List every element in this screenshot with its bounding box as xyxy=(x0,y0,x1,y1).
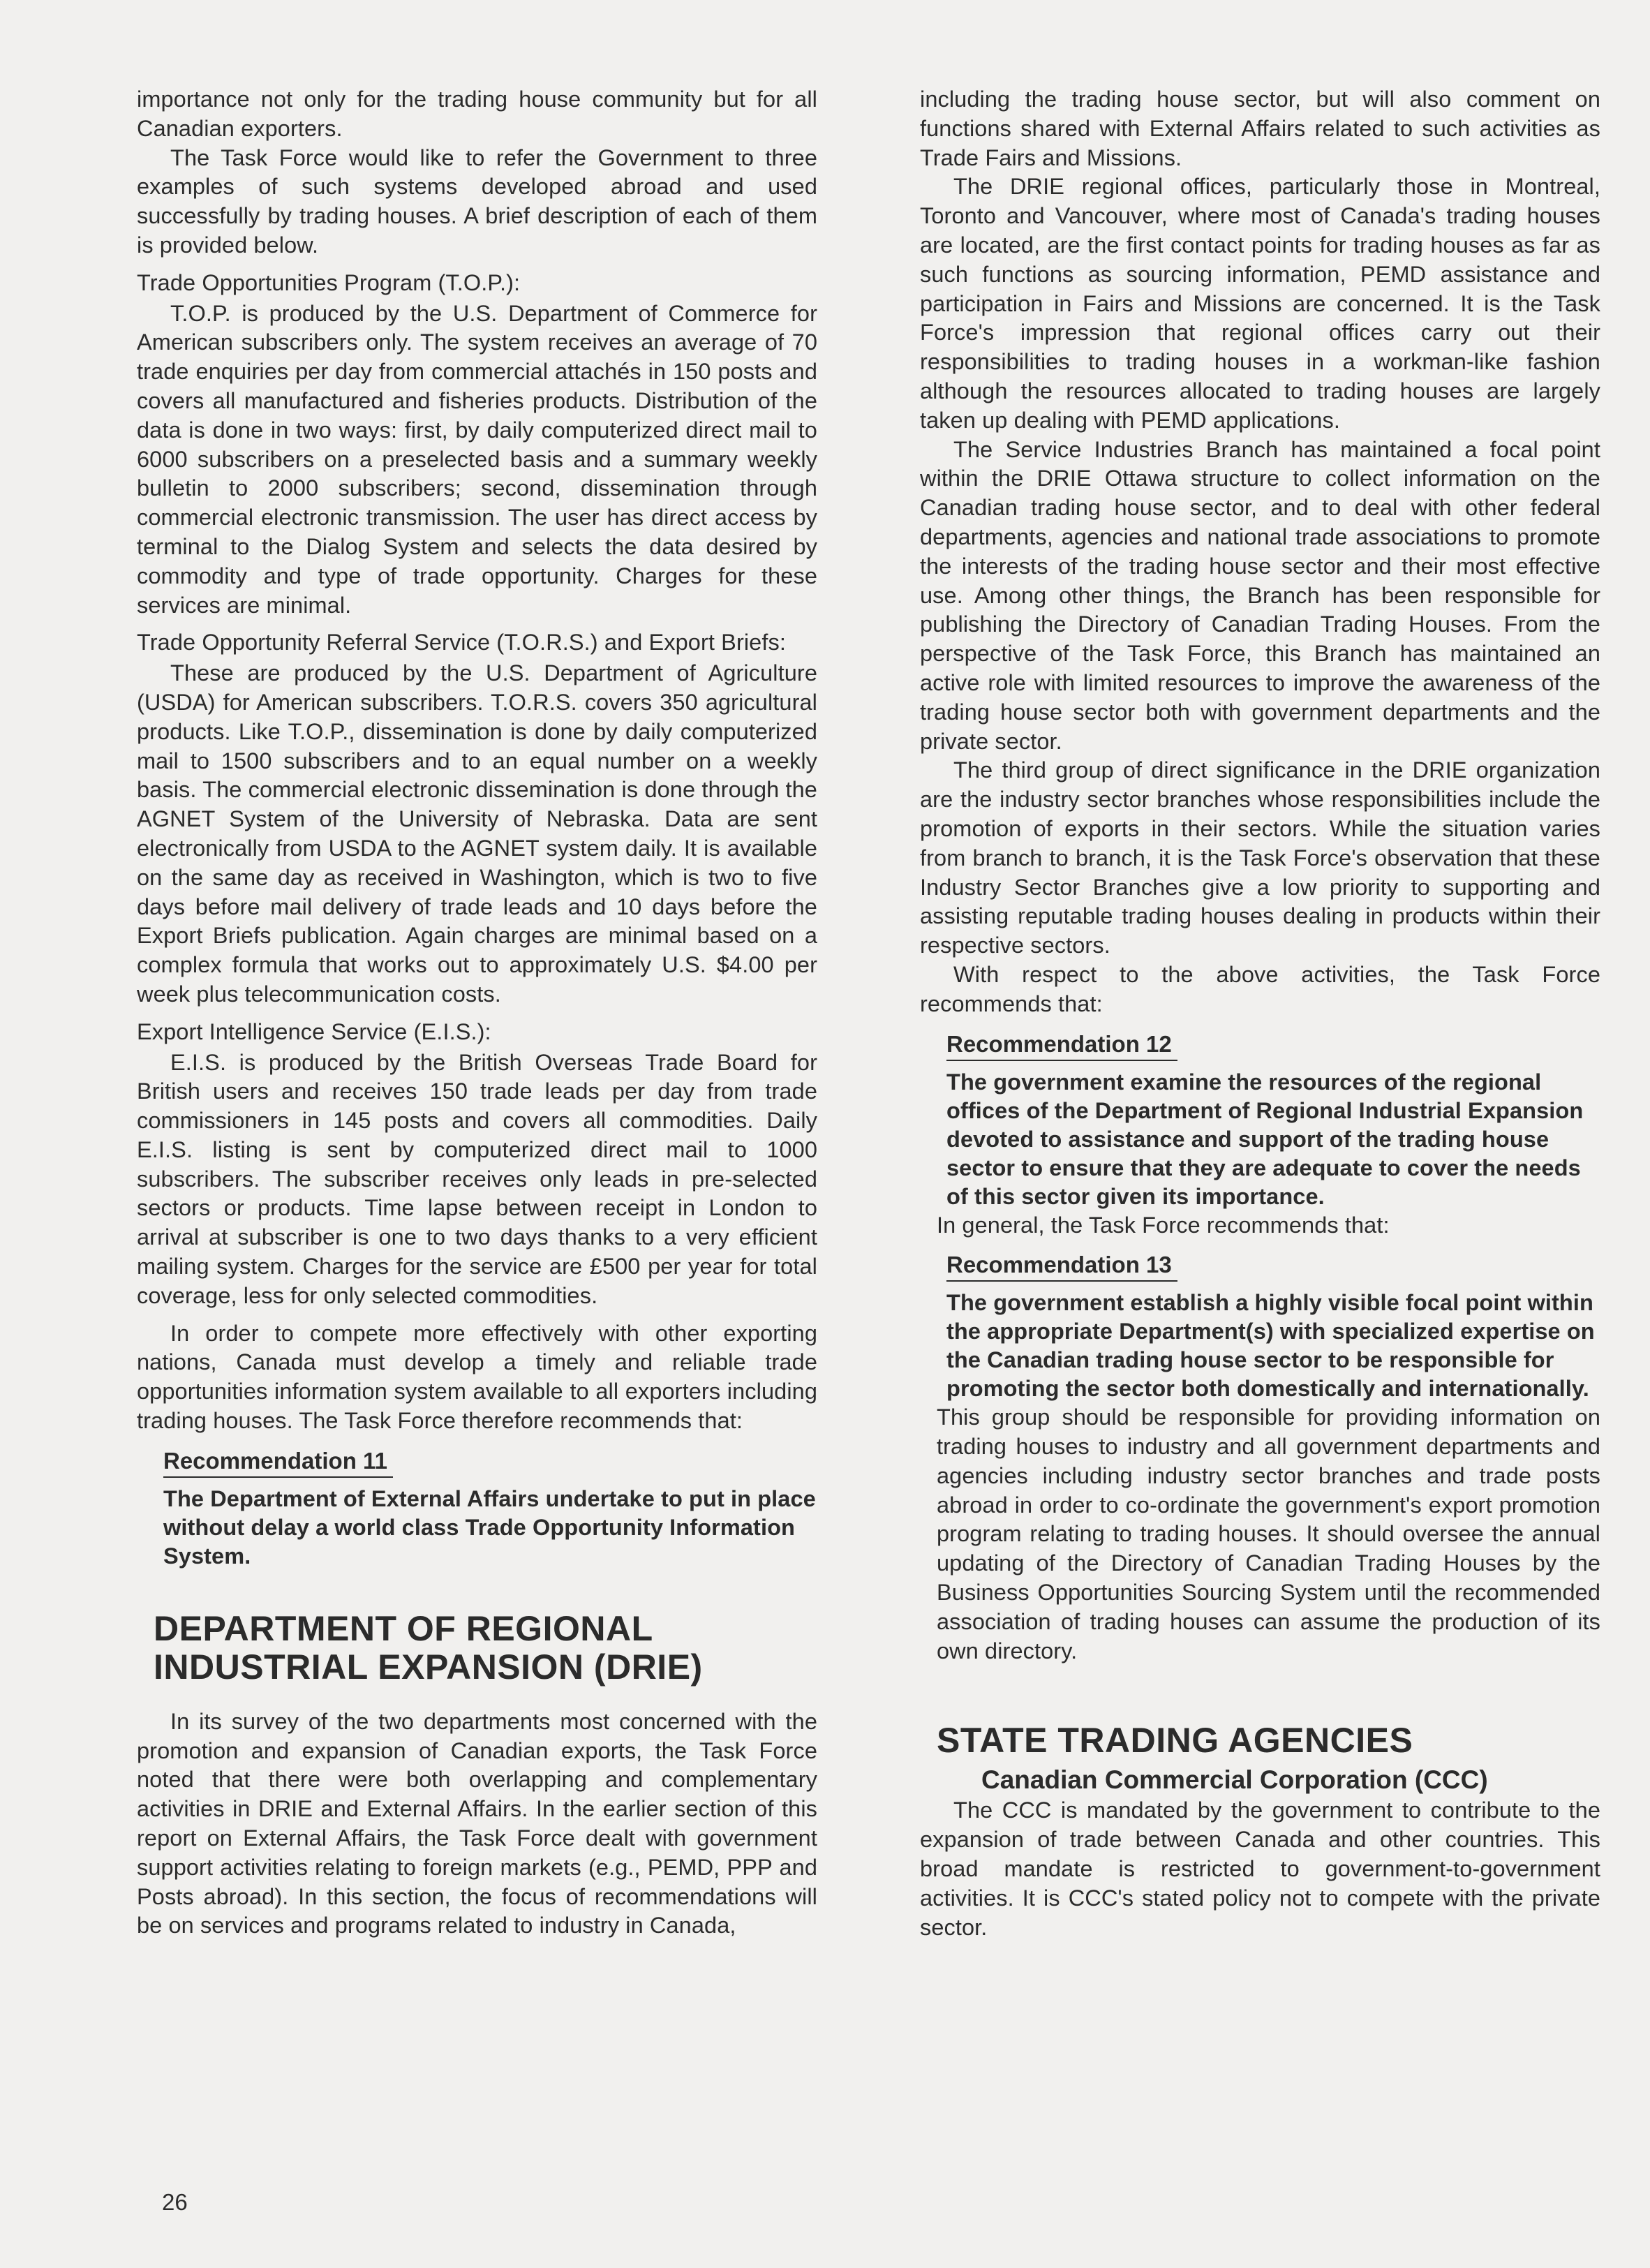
recommendation-label: Recommendation 13 xyxy=(946,1250,1177,1282)
subheading-tors: Trade Opportunity Referral Service (T.O.R.S.) and Export Briefs: xyxy=(137,630,786,655)
recommendation-label: Recommendation 12 xyxy=(946,1029,1177,1061)
paragraph-top: T.O.P. is produced by the U.S. Department of Commerce for American subscribers only. The system receives an average of 70 trade enquiries per day from commercial attachés in 150 posts and covers all manufactured and fisheries products. Distribution of the data is done in two ways: first, by daily computerized direct mail to 6000 subscribers on a preselected basis and a summary weekly bulletin to 2000 subscribers; second, dissemination through commercial electronic transmission. The user has direct access by terminal to the Dialog System and selects the data desired by commodity and type of trade opportunity. Charges for these services are minimal. xyxy=(137,300,817,618)
paragraph: The Task Force would like to refer the Government to three examples of such systems developed abroad and used successfully by trading houses. A brief description of each of them is provided below. xyxy=(137,144,817,258)
section-heading-drie: DEPARTMENT OF REGIONAL INDUSTRIAL EXPANSION (DRIE) xyxy=(154,1608,703,1687)
paragraph: In general, the Task Force recommends that: xyxy=(937,1212,1390,1238)
recommendation-text: The Department of External Affairs undertake to put in place without delay a world class Trade Opportunity Information System. xyxy=(163,1485,816,1569)
paragraph: including the trading house sector, but will also comment on functions shared with External Affairs related to such activities as Trade Fairs and Missions. xyxy=(920,87,1600,170)
paragraph: The DRIE regional offices, particularly those in Montreal, Toronto and Vancouver, where most of Canada's trading houses are located, are the first contact points for trading houses as far as such functions as sourcing information, PEMD assistance and participation in Fairs and Missions are concerned. It is the Task Force's impression that regional offices carry out their responsibilities to trading houses in a workman-like fashion although the resources allocated to trading houses are largely taken up dealing with PEMD applications. xyxy=(920,174,1600,433)
subheading-eis: Export Intelligence Service (E.I.S.): xyxy=(137,1018,491,1044)
paragraph: This group should be responsible for providing information on trading houses to industry and all government departments and agencies including industry sector branches and trade posts abroad in order to co-ordinate the government's export promotion program relating to trading houses. It should oversee the annual updating of the Directory of Canadian Trading Houses by the Business Opportunities Sourcing System until the recommended association of trading houses can assume the production of its own directory. xyxy=(937,1404,1600,1663)
recommendation-label: Recommendation 11 xyxy=(163,1446,393,1478)
paragraph: The third group of direct significance in the DRIE organization are the industry sector branches whose responsibilities include the promotion of exports in their sectors. While the situation varies from branch to branch, it is the Task Force's observation that these Industry Sector Branches give a low priority to supporting and assisting reputable trading houses dealing in products within their respective sectors. xyxy=(920,757,1600,958)
right-column xyxy=(920,85,1600,1942)
paragraph: The Service Industries Branch has maintained a focal point within the DRIE Ottawa structure to collect information on the Canadian trading house sector, and to deal with other federal departments, agencies and national trade associations to promote the interests of the trading house sector and their most effective use. Among other things, the Branch has been responsible for publishing the Directory of Canadian Trading Houses. From the perspective of the Task Force, this Branch has maintained an active role with limited resources to improve the awareness of the trading house sector both with government departments and the private sector. xyxy=(920,436,1600,754)
recommendation-13 xyxy=(946,1250,1600,1403)
subsection-heading-ccc: Canadian Commercial Corporation (CCC) xyxy=(981,1765,1488,1795)
paragraph-compete: In order to compete more effectively with other exporting nations, Canada must develop a timely and reliable trade opportunities information system available to all exporters including trading houses. The Task Force therefore recommends that: xyxy=(137,1320,817,1434)
left-column xyxy=(137,85,817,1941)
recommendation-text: The government establish a highly visible focal point within the appropriate Department(s) with specialized expertise on the Canadian trading house sector to be responsible for promoting the sector both domestically and internationally. xyxy=(946,1290,1595,1402)
paragraph-drie: In its survey of the two departments most concerned with the promotion and expansion of Canadian exports, the Task Force noted that there were both overlapping and complementary activities in DRIE and External Affairs. In the earlier section of this report on External Affairs, the Task Force dealt with government support activities relating to foreign markets (e.g., PEMD, PPP and Posts abroad). In this section, the focus of recommendations will be on services and programs related to industry in Canada, xyxy=(137,1708,817,1939)
recommendation-text: The government examine the resources of the regional offices of the Department of Regional Industrial Expansion devoted to assistance and support of the trading house sector to ensure that they are adequate to cover the needs of this sector given its importance. xyxy=(946,1069,1584,1209)
recommendation-11 xyxy=(163,1446,817,1571)
paragraph: importance not only for the trading house community but for all Canadian exporters. xyxy=(137,87,817,141)
recommendation-12 xyxy=(946,1029,1600,1211)
subheading-top: Trade Opportunities Program (T.O.P.): xyxy=(137,269,521,295)
section-heading-sta: STATE TRADING AGENCIES xyxy=(937,1721,1413,1761)
paragraph: With respect to the above activities, the Task Force recommends that: xyxy=(920,961,1600,1016)
page-number: 26 xyxy=(162,2189,188,2215)
paragraph-ccc: The CCC is mandated by the government to contribute to the expansion of trade between Canada and other countries. This broad mandate is restricted to government-to-government activities. It is CCC's stated policy not to compete with the private sector. xyxy=(920,1798,1600,1940)
paragraph-tors: These are produced by the U.S. Department of Agriculture (USDA) for American subscribers. T.O.R.S. covers 350 agricultural products. Like T.O.P., dissemination is done by daily computerized mail to 1500 subscribers and to an equal number on a weekly basis. The commercial electronic dissemination is done through the AGNET System of the University of Nebraska. Data are sent electronically from USDA to the AGNET system daily. It is available on the same day as received in Washington, which is two to five days before mail delivery of trade leads and 10 days before the Export Briefs publication. Again charges are minimal based on a complex formula that works out to approximately U.S. $4.00 per week plus telecommunication costs. xyxy=(137,660,817,1007)
paragraph-eis: E.I.S. is produced by the British Overseas Trade Board for British users and receives 150 trade leads per day from trade commissioners in 145 posts and covers all commodities. Daily E.I.S. listing is sent by computerized direct mail to 1000 subscribers. The subscriber receives only leads in pre-selected sectors or products. Time lapse between receipt in London to arrival at subscriber is one to two days thanks to a very efficient mailing system. Charges for the service are £500 per year for total coverage, less for only selected commodities. xyxy=(137,1049,817,1308)
